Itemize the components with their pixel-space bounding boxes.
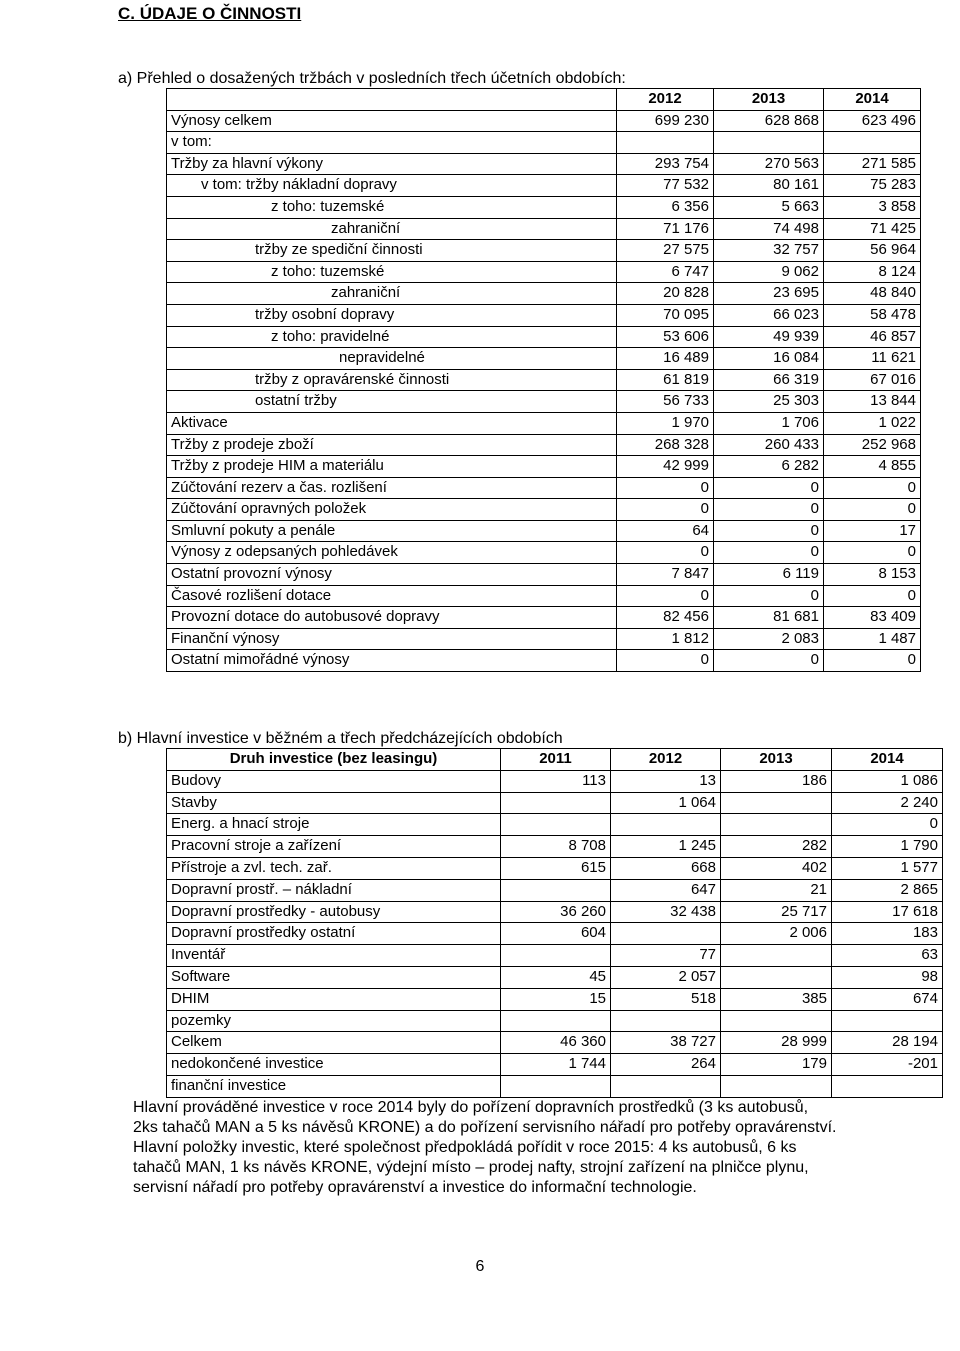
value-cell: 668 <box>611 857 721 879</box>
section-b-title: b) Hlavní investice v běžném a třech předcházejících obdobích <box>118 730 563 747</box>
table-row <box>167 153 921 175</box>
value-cell: 623 496 <box>824 110 921 132</box>
value-cell: 2 083 <box>714 628 824 650</box>
value-cell: 252 968 <box>824 434 921 456</box>
value-cell: 518 <box>611 988 721 1010</box>
value-cell: 628 868 <box>714 110 824 132</box>
header-cell-year: 2011 <box>501 749 611 771</box>
value-cell <box>501 792 611 814</box>
table-row <box>167 923 943 945</box>
value-cell: 48 840 <box>824 283 921 305</box>
table-row <box>167 412 921 434</box>
value-cell: 71 176 <box>617 218 714 240</box>
row-label: nepravidelné <box>167 348 617 370</box>
row-label: Finanční výnosy <box>167 628 617 650</box>
value-cell: 17 <box>824 520 921 542</box>
value-cell: 4 855 <box>824 456 921 478</box>
value-cell: 0 <box>714 650 824 672</box>
value-cell: 23 695 <box>714 283 824 305</box>
value-cell <box>824 132 921 154</box>
paragraph-line: Hlavní položky investic, které společnost předpokládá pořídit v roce 2015: 4 ks autobusů, 6 ks <box>133 1139 797 1156</box>
table-row <box>167 1010 943 1032</box>
table-row <box>167 261 921 283</box>
value-cell: 6 119 <box>714 564 824 586</box>
row-label: Inventář <box>167 945 501 967</box>
value-cell: 46 857 <box>824 326 921 348</box>
table-header-row <box>167 89 921 111</box>
value-cell <box>714 132 824 154</box>
value-cell <box>721 966 832 988</box>
value-cell: 0 <box>617 650 714 672</box>
value-cell: 15 <box>501 988 611 1010</box>
value-cell: 183 <box>832 923 943 945</box>
value-cell: 20 828 <box>617 283 714 305</box>
row-label: Energ. a hnací stroje <box>167 814 501 836</box>
row-label: tržby z opravárenské činnosti <box>167 369 617 391</box>
value-cell <box>721 792 832 814</box>
table-row <box>167 348 921 370</box>
table-row <box>167 196 921 218</box>
row-label: Dopravní prostředky ostatní <box>167 923 501 945</box>
revenue-table <box>166 88 921 672</box>
row-label: Přístroje a zvl. tech. zař. <box>167 857 501 879</box>
table-row <box>167 901 943 923</box>
value-cell: 1 970 <box>617 412 714 434</box>
value-cell <box>501 879 611 901</box>
table-row <box>167 283 921 305</box>
table-row <box>167 814 943 836</box>
value-cell: 2 865 <box>832 879 943 901</box>
section-heading: C. ÚDAJE O ČINNOSTI <box>118 4 302 23</box>
row-label: Dopravní prostř. – nákladní <box>167 879 501 901</box>
row-label: z toho: pravidelné <box>167 326 617 348</box>
value-cell: 46 360 <box>501 1032 611 1054</box>
value-cell: 13 <box>611 770 721 792</box>
value-cell: 21 <box>721 879 832 901</box>
table-row <box>167 218 921 240</box>
value-cell: 186 <box>721 770 832 792</box>
table-row <box>167 456 921 478</box>
value-cell: 61 819 <box>617 369 714 391</box>
value-cell: 1 487 <box>824 628 921 650</box>
value-cell: 1 577 <box>832 857 943 879</box>
row-label: Pracovní stroje a zařízení <box>167 836 501 858</box>
row-label: Zúčtování rezerv a čas. rozlišení <box>167 477 617 499</box>
value-cell: 268 328 <box>617 434 714 456</box>
value-cell: 2 006 <box>721 923 832 945</box>
value-cell: 53 606 <box>617 326 714 348</box>
value-cell: 8 708 <box>501 836 611 858</box>
value-cell: 67 016 <box>824 369 921 391</box>
table-row <box>167 520 921 542</box>
value-cell: 674 <box>832 988 943 1010</box>
value-cell: 36 260 <box>501 901 611 923</box>
row-label: Software <box>167 966 501 988</box>
value-cell: 293 754 <box>617 153 714 175</box>
value-cell: 0 <box>714 520 824 542</box>
value-cell: 49 939 <box>714 326 824 348</box>
value-cell <box>617 132 714 154</box>
value-cell <box>721 1010 832 1032</box>
value-cell: 7 847 <box>617 564 714 586</box>
value-cell: 75 283 <box>824 175 921 197</box>
value-cell: 8 153 <box>824 564 921 586</box>
table-row <box>167 240 921 262</box>
value-cell: 5 663 <box>714 196 824 218</box>
paragraph-line: Hlavní prováděné investice v roce 2014 byly do pořízení dopravních prostředků (3 ks autobusů, <box>133 1099 809 1116</box>
table-row <box>167 879 943 901</box>
table-row <box>167 628 921 650</box>
row-label: zahraniční <box>167 218 617 240</box>
value-cell: 16 084 <box>714 348 824 370</box>
value-cell: 38 727 <box>611 1032 721 1054</box>
value-cell: 0 <box>824 499 921 521</box>
value-cell: 1 790 <box>832 836 943 858</box>
row-label: Tržby z prodeje HIM a materiálu <box>167 456 617 478</box>
value-cell: 0 <box>714 499 824 521</box>
row-label: Výnosy celkem <box>167 110 617 132</box>
table-row <box>167 1032 943 1054</box>
value-cell: 83 409 <box>824 607 921 629</box>
row-label: v tom: <box>167 132 617 154</box>
table-row <box>167 499 921 521</box>
row-label: pozemky <box>167 1010 501 1032</box>
row-label: Ostatní provozní výnosy <box>167 564 617 586</box>
row-label: DHIM <box>167 988 501 1010</box>
section-a-title: a) Přehled o dosažených tržbách v posledních třech účetních obdobích: <box>118 70 626 87</box>
table-row <box>167 132 921 154</box>
value-cell: 27 575 <box>617 240 714 262</box>
value-cell: 604 <box>501 923 611 945</box>
value-cell: 264 <box>611 1054 721 1076</box>
investment-table <box>166 748 943 1098</box>
header-cell-year: 2012 <box>617 89 714 111</box>
row-label: Časové rozlišení dotace <box>167 585 617 607</box>
value-cell <box>721 814 832 836</box>
value-cell: 1 022 <box>824 412 921 434</box>
table-row <box>167 326 921 348</box>
value-cell <box>611 923 721 945</box>
row-label: z toho: tuzemské <box>167 261 617 283</box>
value-cell: 6 747 <box>617 261 714 283</box>
value-cell: 77 <box>611 945 721 967</box>
value-cell <box>832 1075 943 1097</box>
table-row <box>167 770 943 792</box>
table-row <box>167 1054 943 1076</box>
value-cell: 74 498 <box>714 218 824 240</box>
row-label: nedokončené investice <box>167 1054 501 1076</box>
row-label: Budovy <box>167 770 501 792</box>
row-label: z toho: tuzemské <box>167 196 617 218</box>
value-cell: 647 <box>611 879 721 901</box>
value-cell: 56 733 <box>617 391 714 413</box>
value-cell: 28 999 <box>721 1032 832 1054</box>
value-cell: 66 319 <box>714 369 824 391</box>
value-cell: 1 086 <box>832 770 943 792</box>
paragraph-line: servisní nářadí pro potřeby opravárenství a investice do informační technologie. <box>133 1179 697 1196</box>
investment-paragraph <box>133 1098 913 1198</box>
value-cell: 615 <box>501 857 611 879</box>
row-label: Ostatní mimořádné výnosy <box>167 650 617 672</box>
value-cell: 271 585 <box>824 153 921 175</box>
header-cell-label: Druh investice (bez leasingu) <box>167 749 501 771</box>
value-cell: 6 356 <box>617 196 714 218</box>
table-row <box>167 650 921 672</box>
row-label: Tržby z prodeje zboží <box>167 434 617 456</box>
paragraph-line: 2ks tahačů MAN a 5 ks návěsů KRONE) a do pořízení servisního nářadí pro potřeby opravárenství. <box>133 1119 837 1136</box>
value-cell <box>721 945 832 967</box>
value-cell: 282 <box>721 836 832 858</box>
value-cell <box>501 1075 611 1097</box>
header-cell-label <box>167 89 617 111</box>
table-row <box>167 391 921 413</box>
value-cell: 58 478 <box>824 304 921 326</box>
table-row <box>167 542 921 564</box>
value-cell: 80 161 <box>714 175 824 197</box>
table-row <box>167 792 943 814</box>
value-cell: 260 433 <box>714 434 824 456</box>
row-label: Aktivace <box>167 412 617 434</box>
value-cell: 0 <box>617 542 714 564</box>
value-cell: 28 194 <box>832 1032 943 1054</box>
table-row <box>167 966 943 988</box>
value-cell: 63 <box>832 945 943 967</box>
value-cell: 0 <box>714 542 824 564</box>
page-number: 6 <box>475 1258 485 1275</box>
value-cell: 32 757 <box>714 240 824 262</box>
value-cell: 17 618 <box>832 901 943 923</box>
row-label: Provozní dotace do autobusové dopravy <box>167 607 617 629</box>
value-cell: 66 023 <box>714 304 824 326</box>
table-row <box>167 607 921 629</box>
value-cell: 0 <box>824 585 921 607</box>
row-label: v tom: tržby nákladní dopravy <box>167 175 617 197</box>
value-cell: 0 <box>714 477 824 499</box>
value-cell: 0 <box>832 814 943 836</box>
table-row <box>167 369 921 391</box>
value-cell: 113 <box>501 770 611 792</box>
value-cell <box>611 1075 721 1097</box>
row-label: tržby osobní dopravy <box>167 304 617 326</box>
value-cell: 42 999 <box>617 456 714 478</box>
value-cell: 25 717 <box>721 901 832 923</box>
table-header-row <box>167 749 943 771</box>
row-label: Výnosy z odepsaných pohledávek <box>167 542 617 564</box>
value-cell: 11 621 <box>824 348 921 370</box>
value-cell: 385 <box>721 988 832 1010</box>
value-cell <box>501 945 611 967</box>
value-cell: 45 <box>501 966 611 988</box>
value-cell: 9 062 <box>714 261 824 283</box>
table-row <box>167 836 943 858</box>
row-label: Zúčtování opravných položek <box>167 499 617 521</box>
value-cell: 0 <box>824 650 921 672</box>
value-cell: 64 <box>617 520 714 542</box>
row-label: Dopravní prostředky - autobusy <box>167 901 501 923</box>
value-cell: 1 245 <box>611 836 721 858</box>
value-cell: 270 563 <box>714 153 824 175</box>
value-cell: 2 057 <box>611 966 721 988</box>
table-row <box>167 477 921 499</box>
header-cell-year: 2014 <box>824 89 921 111</box>
row-label: Smluvní pokuty a penále <box>167 520 617 542</box>
value-cell: 0 <box>617 477 714 499</box>
value-cell: 1 812 <box>617 628 714 650</box>
value-cell: 0 <box>714 585 824 607</box>
row-label: Tržby za hlavní výkony <box>167 153 617 175</box>
value-cell: 1 064 <box>611 792 721 814</box>
value-cell: 81 681 <box>714 607 824 629</box>
header-cell-year: 2013 <box>721 749 832 771</box>
value-cell <box>501 814 611 836</box>
table-row <box>167 175 921 197</box>
value-cell: 77 532 <box>617 175 714 197</box>
table-row <box>167 585 921 607</box>
value-cell: 0 <box>824 477 921 499</box>
value-cell: 1 706 <box>714 412 824 434</box>
row-label: Celkem <box>167 1032 501 1054</box>
value-cell: 25 303 <box>714 391 824 413</box>
table-row <box>167 110 921 132</box>
value-cell: 0 <box>824 542 921 564</box>
value-cell <box>721 1075 832 1097</box>
value-cell: 402 <box>721 857 832 879</box>
value-cell: 8 124 <box>824 261 921 283</box>
value-cell: 32 438 <box>611 901 721 923</box>
row-label: zahraniční <box>167 283 617 305</box>
row-label: finanční investice <box>167 1075 501 1097</box>
table-row <box>167 434 921 456</box>
value-cell: 6 282 <box>714 456 824 478</box>
value-cell: 179 <box>721 1054 832 1076</box>
value-cell: 2 240 <box>832 792 943 814</box>
header-cell-year: 2012 <box>611 749 721 771</box>
value-cell: 699 230 <box>617 110 714 132</box>
table-row <box>167 988 943 1010</box>
paragraph-line: tahačů MAN, 1 ks návěs KRONE, výdejní místo – prodej nafty, strojní zařízení na plničce plynu, <box>133 1159 809 1176</box>
row-label: ostatní tržby <box>167 391 617 413</box>
row-label: Stavby <box>167 792 501 814</box>
value-cell: 0 <box>617 585 714 607</box>
table-row <box>167 945 943 967</box>
value-cell: 13 844 <box>824 391 921 413</box>
value-cell: 3 858 <box>824 196 921 218</box>
table-row <box>167 564 921 586</box>
value-cell: 70 095 <box>617 304 714 326</box>
table-row <box>167 1075 943 1097</box>
value-cell <box>611 1010 721 1032</box>
table-row <box>167 304 921 326</box>
table-row <box>167 857 943 879</box>
value-cell: 98 <box>832 966 943 988</box>
header-cell-year: 2013 <box>714 89 824 111</box>
value-cell: 0 <box>617 499 714 521</box>
value-cell: 1 744 <box>501 1054 611 1076</box>
row-label: tržby ze spediční činnosti <box>167 240 617 262</box>
value-cell <box>611 814 721 836</box>
value-cell: -201 <box>832 1054 943 1076</box>
value-cell <box>501 1010 611 1032</box>
value-cell: 56 964 <box>824 240 921 262</box>
value-cell: 71 425 <box>824 218 921 240</box>
value-cell: 16 489 <box>617 348 714 370</box>
value-cell <box>832 1010 943 1032</box>
value-cell: 82 456 <box>617 607 714 629</box>
header-cell-year: 2014 <box>832 749 943 771</box>
